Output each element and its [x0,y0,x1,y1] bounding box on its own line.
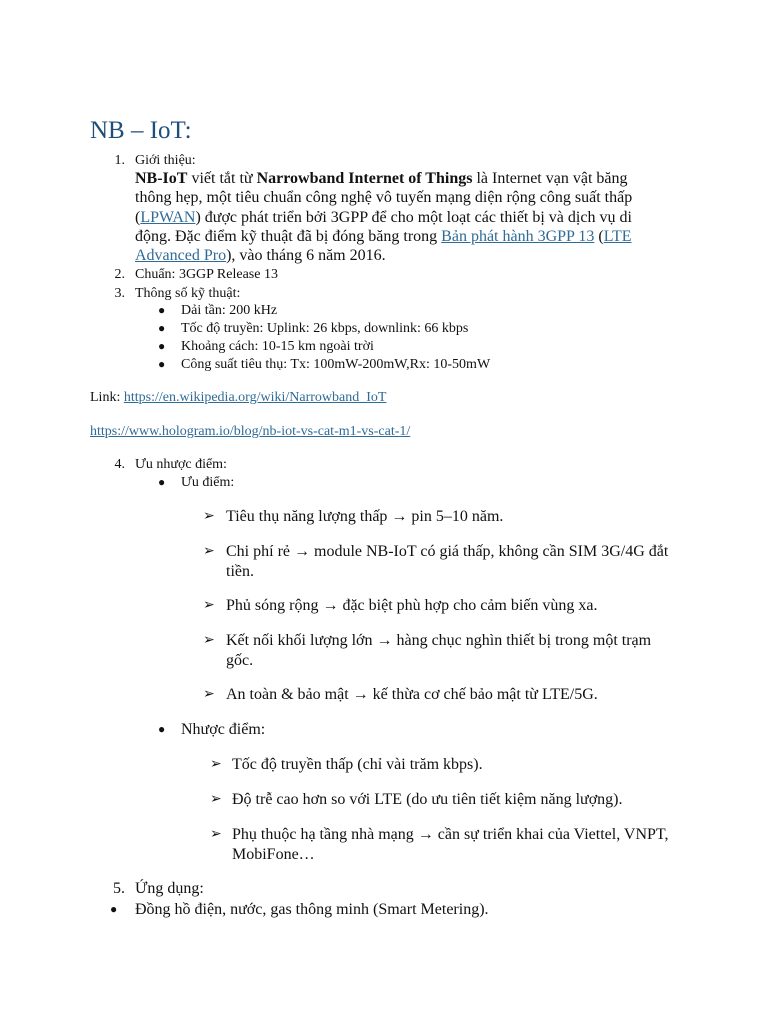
intro-line-1 [135,169,628,188]
section-1-number: 1. [114,153,125,168]
lpwan-link[interactable]: LPWAN [140,209,196,226]
pros-item: Kết nối khối lượng lớn → hàng chục nghìn thiết bị trong một trạm [226,632,652,649]
pros-item: An toàn & bảo mật → kế thừa cơ chế bảo mật từ LTE/5G. [226,686,598,703]
section-5-number: 5. [113,880,125,897]
wiki-link[interactable]: https://en.wikipedia.org/wiki/Narrowband_IoT [123,390,387,405]
intro-line-5-rest: ), vào tháng 6 năm 2016. [226,247,386,264]
page-title: NB – IoT: [90,117,192,144]
pros-item: Tiêu thụ năng lượng thấp → pin 5–10 năm. [226,508,504,525]
intro-line-2: thông hẹp, một tiêu chuẩn công nghệ vô tuyến mạng diện rộng công suất thấp [135,189,633,206]
bullet-icon: ● [110,902,118,916]
spec-item: Công suất tiêu thụ: Tx: 100mW-200mW,Rx: 10-50mW [181,357,491,372]
section-3-number: 3. [114,286,125,301]
release-link[interactable]: Bản phát hành 3GPP 13 [441,228,595,245]
arrow-bullet-icon: ➢ [203,509,215,524]
hologram-link[interactable]: https://www.hologram.io/blog/nb-iot-vs-cat-m1-vs-cat-1/ [90,424,411,439]
section-4-label: Ưu nhược điểm: [135,457,227,472]
intro-line-3-rest: ) được phát triển bởi 3GPP để cho một loạt các thiết bị và dịch vụ di [195,209,632,226]
bullet-icon: ● [158,475,166,489]
bullet-icon: ● [158,722,166,736]
arrow-bullet-icon: ➢ [203,633,215,648]
pros-item: Chi phí rẻ → module NB-IoT có giá thấp, không cần SIM 3G/4G đắt [226,543,669,560]
cons-item: Tốc độ truyền thấp (chỉ vài trăm kbps). [232,756,483,773]
section-4-number: 4. [114,457,125,472]
application-item: Đồng hồ điện, nước, gas thông minh (Smart Metering). [135,901,489,918]
spec-item: Khoảng cách: 10-15 km ngoài trời [181,339,374,354]
intro-line-4-text: động. Đặc điểm kỹ thuật đã bị đóng băng trong [135,228,442,245]
intro-line-4-paren: ( [594,228,604,245]
section-3-label: Thông số kỹ thuật: [135,286,241,301]
bullet-icon: ● [158,357,166,371]
intro-text-a: viết tắt từ [187,170,257,187]
intro-term: NB-IoT [135,170,188,187]
cons-label: Nhược điểm: [181,721,266,738]
pros-item-continuation: tiền. [226,563,254,580]
arrow-bullet-icon: ➢ [210,757,222,772]
link-line [90,389,386,406]
bullet-icon: ● [158,321,166,335]
lte-link-part-1[interactable]: LTE [603,228,632,245]
arrow-bullet-icon: ➢ [203,544,215,559]
intro-text-b: là Internet vạn vật băng [472,170,628,187]
arrow-bullet-icon: ➢ [203,598,215,613]
intro-fullname: Narrowband Internet of Things [256,170,473,187]
intro-line-5 [135,246,386,265]
arrow-bullet-icon: ➢ [210,827,222,842]
intro-paren-open: ( [135,209,141,226]
pros-label: Ưu điểm: [181,475,235,490]
arrow-bullet-icon: ➢ [203,687,215,702]
link-label: Link: [90,390,124,405]
pros-item: Phủ sóng rộng → đặc biệt phù hợp cho cảm biến vùng xa. [226,597,598,614]
section-2-text: Chuẩn: 3GGP Release 13 [135,267,278,282]
section-1-label: Giới thiệu: [135,153,196,168]
intro-line-4 [135,227,632,246]
bullet-icon: ● [158,339,166,353]
cons-item: Độ trễ cao hơn so với LTE (do ưu tiên tiết kiệm năng lượng). [232,791,623,808]
section-5-label: Ứng dụng: [135,880,204,897]
hologram-line [90,423,410,440]
cons-item: Phụ thuộc hạ tầng nhà mạng → cần sự triển khai của Viettel, VNPT, [232,826,669,843]
pros-item-continuation: gốc. [226,652,254,669]
cons-item-continuation: MobiFone… [232,846,315,863]
arrow-bullet-icon: ➢ [210,792,222,807]
intro-line-3 [135,208,632,227]
lte-link-part-2[interactable]: Advanced Pro [135,247,227,264]
spec-item: Dải tần: 200 kHz [181,303,278,318]
spec-item: Tốc độ truyền: Uplink: 26 kbps, downlink: 66 kbps [181,321,469,336]
bullet-icon: ● [158,303,166,317]
section-2-number: 2. [114,267,125,282]
